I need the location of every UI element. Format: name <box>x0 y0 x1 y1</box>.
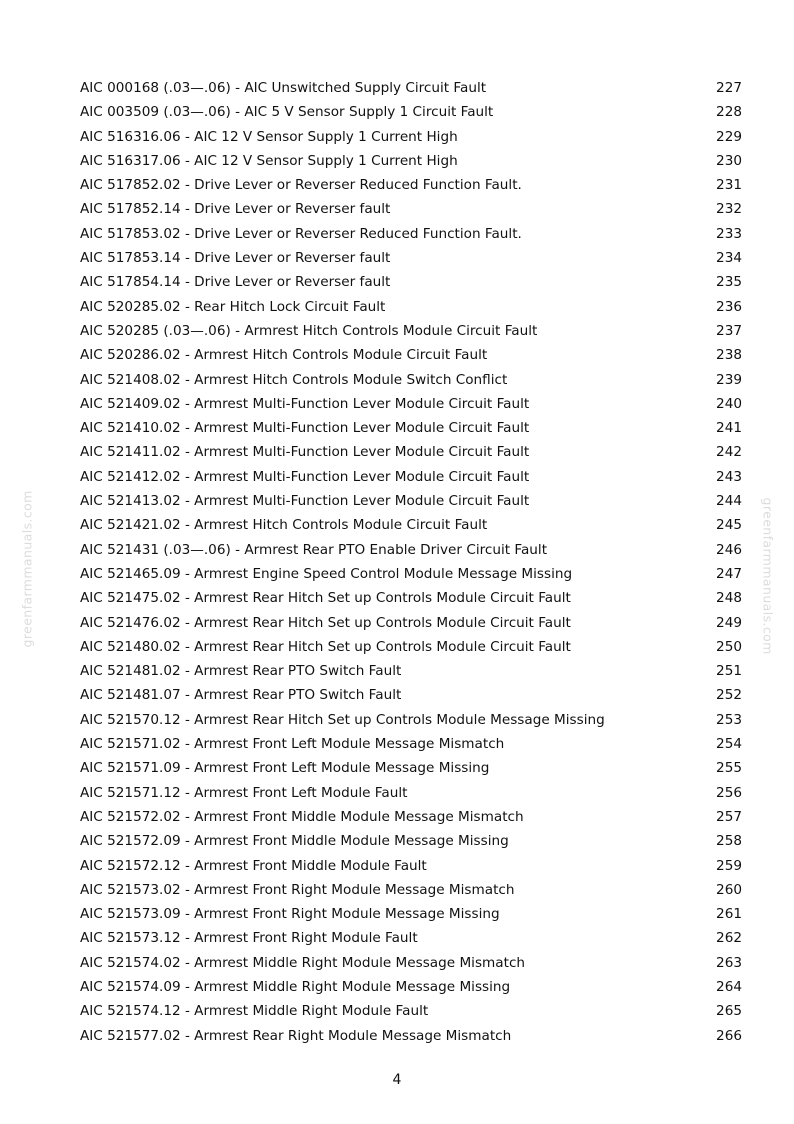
toc-entry-title: AIC 521574.09 - Armrest Middle Right Module Message Missing <box>80 978 511 995</box>
toc-entry-page: 254 <box>716 736 742 753</box>
toc-entry-page: 250 <box>716 638 742 655</box>
toc-entry-title: AIC 516317.06 - AIC 12 V Sensor Supply 1 Current High <box>80 152 458 169</box>
toc-entry-title: AIC 521571.12 - Armrest Front Left Module Fault <box>80 784 408 801</box>
table-of-contents <box>80 76 742 1048</box>
toc-entry[interactable] <box>80 465 742 489</box>
toc-entry-title: AIC 521412.02 - Armrest Multi-Function Lever Module Circuit Fault <box>80 468 530 485</box>
toc-entry-title: AIC 517854.14 - Drive Lever or Reverser fault <box>80 274 391 291</box>
toc-entry[interactable] <box>80 295 742 319</box>
toc-entry-page: 239 <box>716 371 742 388</box>
toc-entry-page: 247 <box>716 565 742 582</box>
toc-entry-title: AIC 000168 (.03—.06) - AIC Unswitched Supply Circuit Fault <box>80 80 487 96</box>
toc-entry[interactable] <box>80 951 742 975</box>
toc-entry-title: AIC 521572.09 - Armrest Front Middle Module Message Missing <box>80 833 509 850</box>
toc-entry[interactable] <box>80 489 742 513</box>
toc-entry[interactable] <box>80 1024 742 1048</box>
toc-entry-page: 229 <box>716 128 742 145</box>
toc-entry[interactable] <box>80 756 742 780</box>
toc-entry-page: 231 <box>716 177 742 194</box>
toc-entry-title: AIC 003509 (.03—.06) - AIC 5 V Sensor Supply 1 Circuit Fault <box>80 104 494 121</box>
toc-entry[interactable] <box>80 149 742 173</box>
toc-entry-page: 241 <box>716 420 742 437</box>
toc-entry[interactable] <box>80 416 742 440</box>
toc-entry-page: 227 <box>716 80 742 96</box>
toc-entry-title: AIC 517852.14 - Drive Lever or Reverser fault <box>80 201 391 218</box>
toc-entry-page: 232 <box>716 201 742 218</box>
toc-entry-page: 263 <box>716 954 742 971</box>
watermark-right: greenfarmmanuals.com <box>760 497 776 655</box>
toc-entry-page: 256 <box>716 784 742 801</box>
toc-entry-title: AIC 516316.06 - AIC 12 V Sensor Supply 1 Current High <box>80 128 458 145</box>
toc-entry-page: 266 <box>716 1027 742 1044</box>
toc-entry-title: AIC 521413.02 - Armrest Multi-Function Lever Module Circuit Fault <box>80 493 530 510</box>
watermark-left: greenfarmmanuals.com <box>19 490 35 648</box>
toc-entry[interactable] <box>80 683 742 707</box>
toc-entry[interactable] <box>80 854 742 878</box>
page-number: 4 <box>392 1072 402 1088</box>
toc-entry[interactable] <box>80 926 742 950</box>
toc-entry[interactable] <box>80 708 742 732</box>
toc-entry-page: 234 <box>716 250 742 267</box>
toc-entry-page: 246 <box>716 541 742 558</box>
toc-entry-page: 230 <box>716 152 742 169</box>
toc-entry[interactable] <box>80 611 742 635</box>
toc-entry-page: 236 <box>716 298 742 315</box>
toc-entry-page: 255 <box>716 760 742 777</box>
toc-entry-title: AIC 521573.09 - Armrest Front Right Module Message Missing <box>80 906 500 923</box>
toc-entry[interactable] <box>80 999 742 1023</box>
toc-entry[interactable] <box>80 246 742 270</box>
toc-entry-page: 262 <box>716 930 742 947</box>
toc-entry[interactable] <box>80 125 742 149</box>
toc-entry-page: 237 <box>716 322 742 339</box>
toc-entry-title: AIC 521475.02 - Armrest Rear Hitch Set up Controls Module Circuit Fault <box>80 590 571 607</box>
toc-entry-page: 253 <box>716 711 742 728</box>
toc-entry-page: 264 <box>716 978 742 995</box>
toc-entry-title: AIC 521577.02 - Armrest Rear Right Module Message Mismatch <box>80 1027 512 1044</box>
toc-entry[interactable] <box>80 100 742 124</box>
toc-entry-title: AIC 521481.02 - Armrest Rear PTO Switch Fault <box>80 663 402 680</box>
toc-entry-page: 258 <box>716 833 742 850</box>
toc-entry-title: AIC 521411.02 - Armrest Multi-Function Lever Module Circuit Fault <box>80 444 530 461</box>
toc-entry-page: 260 <box>716 881 742 898</box>
toc-entry[interactable] <box>80 635 742 659</box>
toc-entry[interactable] <box>80 781 742 805</box>
toc-entry-page: 251 <box>716 663 742 680</box>
toc-entry[interactable] <box>80 975 742 999</box>
toc-entry-title: AIC 517852.02 - Drive Lever or Reverser Reduced Function Fault. <box>80 177 522 194</box>
toc-entry[interactable] <box>80 343 742 367</box>
toc-entry-title: AIC 521480.02 - Armrest Rear Hitch Set up Controls Module Circuit Fault <box>80 638 571 655</box>
toc-entry-page: 252 <box>716 687 742 704</box>
toc-entry[interactable] <box>80 270 742 294</box>
toc-entry[interactable] <box>80 586 742 610</box>
toc-entry-title: AIC 521574.12 - Armrest Middle Right Module Fault <box>80 1003 429 1020</box>
toc-entry-page: 265 <box>716 1003 742 1020</box>
toc-entry-title: AIC 521571.02 - Armrest Front Left Module Message Mismatch <box>80 736 505 753</box>
toc-entry[interactable] <box>80 659 742 683</box>
toc-entry-title: AIC 521572.02 - Armrest Front Middle Module Message Mismatch <box>80 808 524 825</box>
toc-entry[interactable] <box>80 76 742 100</box>
toc-entry-title: AIC 521431 (.03—.06) - Armrest Rear PTO Enable Driver Circuit Fault <box>80 541 548 558</box>
toc-entry[interactable] <box>80 732 742 756</box>
toc-entry[interactable] <box>80 878 742 902</box>
toc-entry-page: 238 <box>716 347 742 364</box>
toc-entry-title: AIC 521408.02 - Armrest Hitch Controls Module Switch Conflict <box>80 371 508 388</box>
toc-entry-title: AIC 520285 (.03—.06) - Armrest Hitch Controls Module Circuit Fault <box>80 322 538 339</box>
toc-entry[interactable] <box>80 173 742 197</box>
toc-entry-title: AIC 520285.02 - Rear Hitch Lock Circuit Fault <box>80 298 386 315</box>
toc-entry-title: AIC 517853.14 - Drive Lever or Reverser fault <box>80 250 391 267</box>
toc-entry[interactable] <box>80 513 742 537</box>
toc-entry-title: AIC 521481.07 - Armrest Rear PTO Switch Fault <box>80 687 402 704</box>
toc-entry[interactable] <box>80 805 742 829</box>
toc-entry-page: 257 <box>716 808 742 825</box>
toc-entry[interactable] <box>80 440 742 464</box>
toc-entry[interactable] <box>80 902 742 926</box>
toc-entry[interactable] <box>80 392 742 416</box>
toc-entry-page: 249 <box>716 614 742 631</box>
toc-entry-page: 244 <box>716 493 742 510</box>
toc-entry-title: AIC 521571.09 - Armrest Front Left Module Message Missing <box>80 760 490 777</box>
toc-entry[interactable] <box>80 368 742 392</box>
toc-entry-title: AIC 521476.02 - Armrest Rear Hitch Set up Controls Module Circuit Fault <box>80 614 571 631</box>
toc-entry-page: 248 <box>716 590 742 607</box>
toc-entry-page: 228 <box>716 104 742 121</box>
toc-entry-title: AIC 521573.02 - Armrest Front Right Module Message Mismatch <box>80 881 515 898</box>
toc-entry[interactable] <box>80 319 742 343</box>
toc-entry[interactable] <box>80 197 742 221</box>
toc-entry[interactable] <box>80 538 742 562</box>
toc-entry[interactable] <box>80 222 742 246</box>
toc-entry-title: AIC 520286.02 - Armrest Hitch Controls Module Circuit Fault <box>80 347 488 364</box>
toc-entry-page: 259 <box>716 857 742 874</box>
toc-entry-page: 235 <box>716 274 742 291</box>
toc-entry-title: AIC 521421.02 - Armrest Hitch Controls Module Circuit Fault <box>80 517 488 534</box>
toc-entry-title: AIC 517853.02 - Drive Lever or Reverser Reduced Function Fault. <box>80 225 522 242</box>
toc-entry-page: 243 <box>716 468 742 485</box>
toc-entry-page: 242 <box>716 444 742 461</box>
toc-entry-title: AIC 521570.12 - Armrest Rear Hitch Set up Controls Module Message Missing <box>80 711 605 728</box>
toc-entry-title: AIC 521465.09 - Armrest Engine Speed Control Module Message Missing <box>80 565 573 582</box>
toc-entry-title: AIC 521409.02 - Armrest Multi-Function Lever Module Circuit Fault <box>80 395 530 412</box>
toc-entry-page: 233 <box>716 225 742 242</box>
toc-entry[interactable] <box>80 562 742 586</box>
toc-entry[interactable] <box>80 829 742 853</box>
toc-entry-page: 261 <box>716 906 742 923</box>
toc-entry-title: AIC 521410.02 - Armrest Multi-Function Lever Module Circuit Fault <box>80 420 530 437</box>
toc-entry-title: AIC 521574.02 - Armrest Middle Right Module Message Mismatch <box>80 954 526 971</box>
toc-entry-page: 245 <box>716 517 742 534</box>
toc-entry-title: AIC 521572.12 - Armrest Front Middle Module Fault <box>80 857 427 874</box>
toc-entry-page: 240 <box>716 395 742 412</box>
toc-entry-title: AIC 521573.12 - Armrest Front Right Module Fault <box>80 930 418 947</box>
